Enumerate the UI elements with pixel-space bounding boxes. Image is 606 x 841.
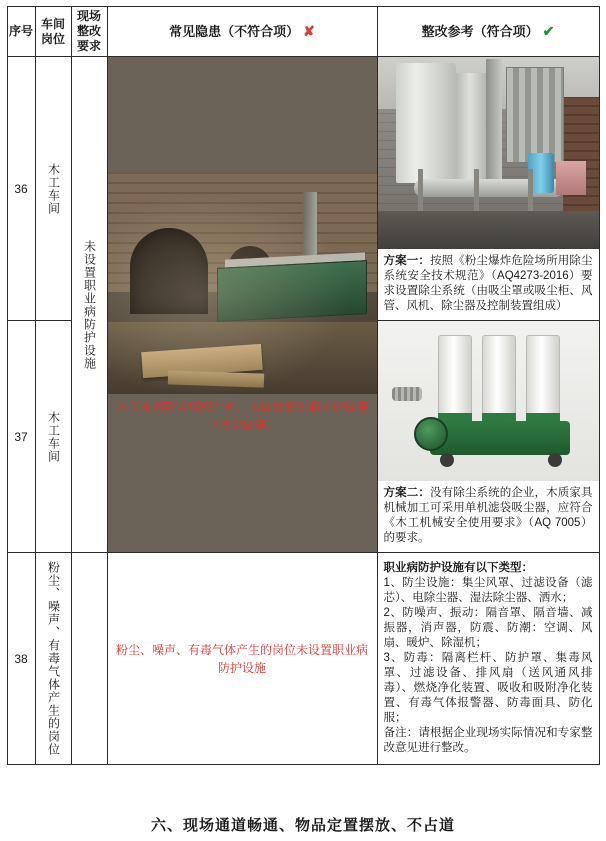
table-row [7, 553, 599, 765]
table-row [7, 57, 599, 321]
bad-photo-cell-woodshop [107, 57, 377, 553]
cross-icon: ✘ [303, 23, 315, 39]
row-37-seq: 37 [7, 321, 35, 553]
row-37-shop-label: 木工车间 [46, 410, 61, 463]
plan-one-label: 方案一： [383, 255, 430, 267]
header-seq: 序号 [7, 7, 35, 57]
protection-item: 3、防毒：隔离栏杆、防护罩、集毒风罩、过滤设备、排风扇（送风通风排毒）、燃烧净化装置、吸收和吸附净化装置、有毒气体报警器、防毒面具、防化服； [383, 651, 593, 724]
good-cell-plan-one [377, 57, 599, 321]
photo-portable-dust-collector [378, 321, 599, 481]
plan-two-label: 方案二： [383, 487, 430, 499]
row-36-seq: 36 [7, 57, 35, 321]
row-36-shop [35, 57, 71, 321]
header-good-label: 整改参考（符合项） [421, 24, 539, 39]
row-36-shop-label: 木工车间 [46, 162, 61, 215]
protection-note: 备注：请根据企业现场实际情况和专家整改意见进行整改。 [383, 726, 593, 754]
check-icon: ✔ [542, 23, 555, 39]
plan-two-body: 没有除尘系统的企业，木质家具机械加工可采用单机滤袋吸尘器，应符合《木工机械安全使用要求》（AQ 7005）的要求。 [383, 487, 593, 544]
row-36-37-requirement [71, 57, 107, 553]
section-footer-title: 六、现场通道畅通、物品定置摆放、不占道 [150, 817, 455, 834]
document-page [0, 6, 606, 841]
row-38-requirement [71, 553, 107, 765]
good-text-plan-one [378, 249, 599, 320]
header-shop: 车间岗位 [35, 7, 71, 57]
protection-item: 2、防噪声、振动：隔音罩、隔音墙、减振器，消声器，防震、防潮：空调、风扇、暖炉、除湿机； [383, 606, 593, 649]
header-requirement: 现场整改要求 [71, 7, 107, 57]
table-header-row [7, 7, 599, 57]
row-37-shop [35, 321, 71, 553]
header-good [377, 7, 599, 57]
good-cell-38 [377, 553, 599, 765]
good-text-plan-two [378, 481, 599, 552]
photo-dust-collection-system [378, 57, 599, 249]
bad-caption-woodshop: 木工车间粉尘堆积严重，未设置职业病防护设施（除尘设施） [115, 399, 368, 432]
row-38-shop [35, 553, 71, 765]
protection-item: 1、防尘设施：集尘风罩、过滤设备（滤芯）、电除尘器、湿法除尘器、洒水； [383, 576, 593, 604]
good-cell-plan-two [377, 321, 599, 553]
plan-one-body: 按照《粉尘爆炸危险场所用除尘系统安全技术规范》（AQ4273-2016）要求设置除尘系统（由吸尘罩或吸尘柜、风管、风机、除尘器及控制装置组成） [383, 255, 593, 312]
requirement-label: 未设置职业病防护设施 [82, 239, 97, 370]
bad-caption-38: 粉尘、噪声、有毒气体产生的岗位未设置职业病防护设施 [115, 642, 368, 675]
header-bad-label: 常见隐患（不符合项） [169, 24, 300, 39]
photo-woodshop-dust [108, 172, 377, 394]
bad-cell-38 [107, 553, 377, 765]
row-38-shop-label: 粉尘、噪声、有毒气体产生的岗位 [46, 561, 61, 756]
header-bad [107, 7, 377, 57]
row-38-seq: 38 [7, 553, 35, 765]
protection-types-title: 职业病防护设施有以下类型： [383, 561, 533, 574]
good-text-38 [378, 556, 599, 762]
inspection-table [7, 6, 600, 765]
